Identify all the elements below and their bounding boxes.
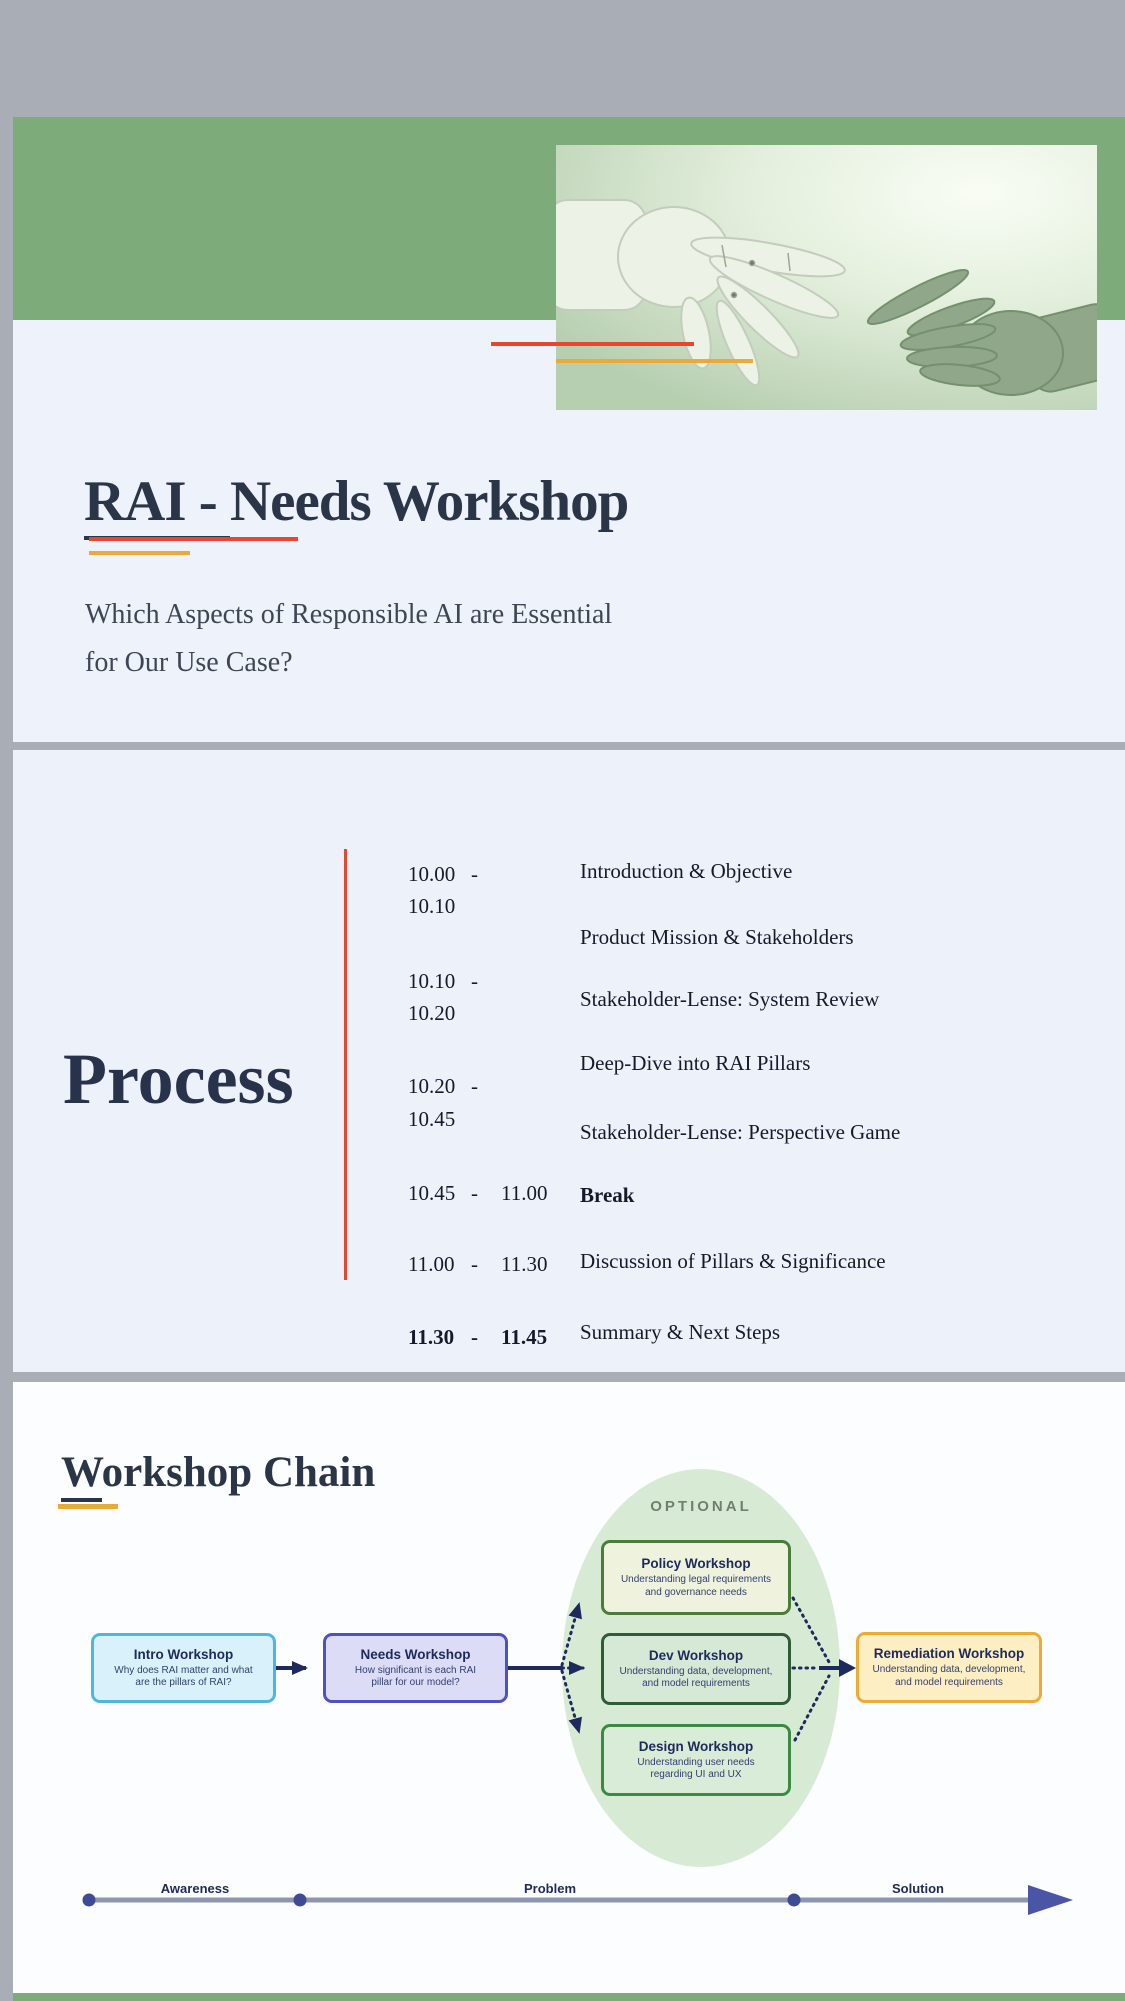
- agenda-time-end: 10.20: [408, 1001, 456, 1025]
- agenda-topic: Deep-Dive into RAI Pillars: [580, 1051, 811, 1075]
- next-slide-green-peek: [13, 1993, 1125, 2001]
- timeline-arrowhead-icon: [1028, 1885, 1073, 1915]
- agenda-topic: Discussion of Pillars & Significance: [580, 1249, 886, 1273]
- agenda-topic-break: Break: [580, 1183, 635, 1207]
- dotted-line-policy-to-junction: [793, 1598, 829, 1662]
- optional-label: OPTIONAL: [650, 1498, 752, 1515]
- agenda-topic: Introduction & Objective: [580, 859, 793, 883]
- agenda-time-start: 11.00: [408, 1252, 455, 1276]
- timeline-label-solution: Solution: [892, 1881, 944, 1896]
- title-red-underline: [89, 537, 298, 541]
- needs-workshop-desc: How significant is each RAI pillar for our model?: [354, 1664, 477, 1688]
- workshop-box-needs: [323, 1633, 508, 1703]
- slide-process: [13, 750, 1125, 1372]
- agenda-time-end: 11.45: [501, 1325, 548, 1349]
- decorative-yellow-line: [556, 359, 753, 363]
- timeline-label-awareness: Awareness: [160, 1881, 230, 1896]
- agenda-time-start: 10.20: [408, 1074, 456, 1098]
- slide-workshop-chain: [13, 1382, 1125, 1993]
- dev-workshop-desc: Understanding data, development, and model requirements: [619, 1665, 773, 1689]
- design-workshop-title: Design Workshop: [638, 1738, 754, 1754]
- agenda-time-separator: -: [471, 969, 478, 993]
- agenda-time-end: 11.30: [501, 1252, 548, 1276]
- agenda-red-vertical-line: [344, 849, 347, 1280]
- intro-workshop-title: Intro Workshop: [133, 1646, 234, 1662]
- timeline-dot-awareness: [83, 1894, 96, 1907]
- workshop-box-intro: [91, 1633, 276, 1703]
- remediation-workshop-title: Remediation Workshop: [873, 1646, 1025, 1661]
- robot-human-hands-image: [556, 145, 1097, 410]
- policy-workshop-desc: Understanding legal requirements and governance needs: [620, 1574, 772, 1598]
- workshop-box-remediation: [856, 1632, 1042, 1703]
- deck-subtitle: [85, 591, 612, 687]
- agenda-time-separator: -: [471, 1181, 478, 1205]
- needs-workshop-title: Needs Workshop: [360, 1646, 471, 1662]
- timeline-label-problem: Problem: [523, 1881, 576, 1896]
- dotted-arrow-to-design: [562, 1671, 579, 1732]
- title-yellow-underline: [89, 551, 190, 555]
- agenda-time-separator: -: [471, 1074, 478, 1098]
- process-heading: Process: [63, 1039, 294, 1119]
- agenda-time-separator: -: [471, 1325, 478, 1349]
- remediation-workshop-desc: Understanding data, development, and model requirements: [872, 1664, 1026, 1688]
- agenda-time-start: 11.30: [408, 1325, 455, 1349]
- agenda-time-separator: -: [471, 862, 478, 886]
- timeline-dot-problem: [294, 1894, 307, 1907]
- workshop-box-dev: [601, 1633, 791, 1705]
- deck-title: [84, 469, 628, 534]
- chain-heading-rest: orkshop Chain: [101, 1449, 376, 1496]
- dev-workshop-title: Dev Workshop: [648, 1647, 744, 1663]
- deck-subtitle-line1: Which Aspects of Responsible AI are Essential: [85, 599, 613, 630]
- agenda-topic: Stakeholder-Lense: Perspective Game: [580, 1120, 901, 1144]
- workshop-box-design: [601, 1724, 791, 1796]
- decorative-red-line: [491, 342, 694, 346]
- chain-heading-underlined: W: [61, 1449, 102, 1502]
- agenda-time-start: 10.00: [408, 862, 456, 886]
- agenda-topic: Stakeholder-Lense: System Review: [580, 987, 880, 1011]
- timeline-dot-solution: [788, 1894, 801, 1907]
- agenda-topic: Product Mission & Stakeholders: [580, 925, 854, 949]
- intro-workshop-desc: Why does RAI matter and what are the pillars of RAI?: [114, 1664, 253, 1688]
- agenda-topic: Summary & Next Steps: [580, 1320, 781, 1344]
- design-workshop-desc: Understanding user needs regarding UI and UX: [637, 1756, 755, 1780]
- deck-title-rest: Needs Workshop: [230, 470, 629, 533]
- agenda-time-end: 10.10: [408, 894, 456, 918]
- slide-title: [13, 117, 1125, 742]
- agenda-time-end: 11.00: [501, 1181, 548, 1205]
- agenda-time-start: 10.10: [408, 969, 456, 993]
- dotted-arrow-to-policy: [562, 1604, 579, 1665]
- deck-subtitle-line2: for Our Use Case?: [85, 647, 293, 678]
- deck-title-underlined: RAI -: [84, 470, 230, 540]
- agenda-time-separator: -: [471, 1252, 478, 1276]
- dotted-line-design-to-junction: [795, 1676, 829, 1740]
- arrowhead-to-remediation-icon: [839, 1659, 856, 1677]
- hands-photo-illustration: [556, 145, 1097, 410]
- agenda-time-end: 10.45: [408, 1107, 456, 1131]
- policy-workshop-title: Policy Workshop: [641, 1556, 751, 1571]
- agenda-time-start: 10.45: [408, 1181, 456, 1205]
- workshop-box-policy: [601, 1540, 791, 1615]
